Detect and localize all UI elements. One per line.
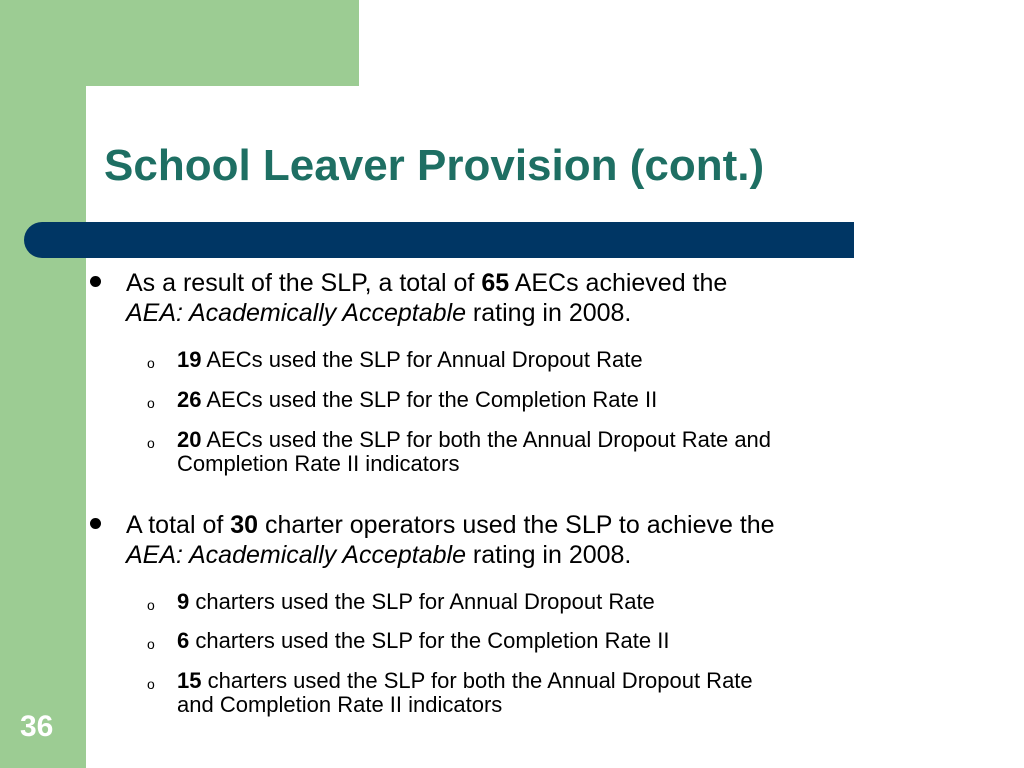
rating-label: AEA: Academically Acceptable bbox=[126, 299, 466, 327]
sub-bullet-text: charters used the SLP for both the Annual Dropout Rate bbox=[201, 668, 753, 693]
sub-bullet-number: 19 bbox=[177, 347, 202, 372]
sub-bullet-circle-icon: o bbox=[147, 676, 155, 692]
bullet-text: charter operators used the SLP to achieve the bbox=[258, 511, 775, 539]
bullet-dot-icon bbox=[90, 276, 101, 287]
sub-bullet-circle-icon: o bbox=[147, 636, 155, 652]
bullet-bold-number: 30 bbox=[230, 511, 259, 539]
sub-bullet-item bbox=[147, 387, 977, 412]
sub-bullet-text: Completion Rate II indicators bbox=[177, 451, 460, 476]
bullet-bold-number: 65 bbox=[481, 269, 510, 297]
bullet-item bbox=[126, 510, 986, 570]
bullet-item bbox=[126, 268, 986, 328]
bullet-text: rating in 2008. bbox=[465, 541, 632, 569]
sub-bullet-item bbox=[147, 589, 977, 614]
sub-bullet-item bbox=[147, 628, 977, 653]
sub-bullet-number: 9 bbox=[177, 589, 190, 614]
bullet-text: AECs achieved the bbox=[509, 269, 728, 297]
rating-label: AEA: Academically Acceptable bbox=[126, 541, 466, 569]
sub-bullet-text: charters used the SLP for Annual Dropout Rate bbox=[189, 589, 655, 614]
sub-bullet-item bbox=[147, 347, 977, 372]
sub-bullet-number: 15 bbox=[177, 668, 202, 693]
bullet-dot-icon bbox=[90, 518, 101, 529]
slide-number: 36 bbox=[20, 710, 54, 743]
slide-title: School Leaver Provision (cont.) bbox=[104, 141, 765, 190]
sub-bullet-text: and Completion Rate II indicators bbox=[177, 692, 503, 717]
sub-bullet-text: AECs used the SLP for the Completion Rate II bbox=[201, 387, 658, 412]
sub-bullet-number: 6 bbox=[177, 628, 190, 653]
sub-bullet-text: AECs used the SLP for Annual Dropout Rate bbox=[201, 347, 643, 372]
bullet-text: rating in 2008. bbox=[465, 299, 632, 327]
sub-bullet-item bbox=[147, 427, 977, 476]
sub-bullet-number: 20 bbox=[177, 427, 202, 452]
sub-bullet-circle-icon: o bbox=[147, 597, 155, 613]
bullet-text: A total of bbox=[126, 511, 231, 539]
sub-bullet-text: charters used the SLP for the Completion Rate II bbox=[189, 628, 670, 653]
sub-bullet-number: 26 bbox=[177, 387, 202, 412]
sub-bullet-circle-icon: o bbox=[147, 355, 155, 371]
sub-bullet-item bbox=[147, 668, 977, 717]
bullet-text: As a result of the SLP, a total of bbox=[126, 269, 482, 297]
sub-bullet-circle-icon: o bbox=[147, 435, 155, 451]
sub-bullet-text: AECs used the SLP for both the Annual Dropout Rate and bbox=[201, 427, 772, 452]
sub-bullet-circle-icon: o bbox=[147, 395, 155, 411]
